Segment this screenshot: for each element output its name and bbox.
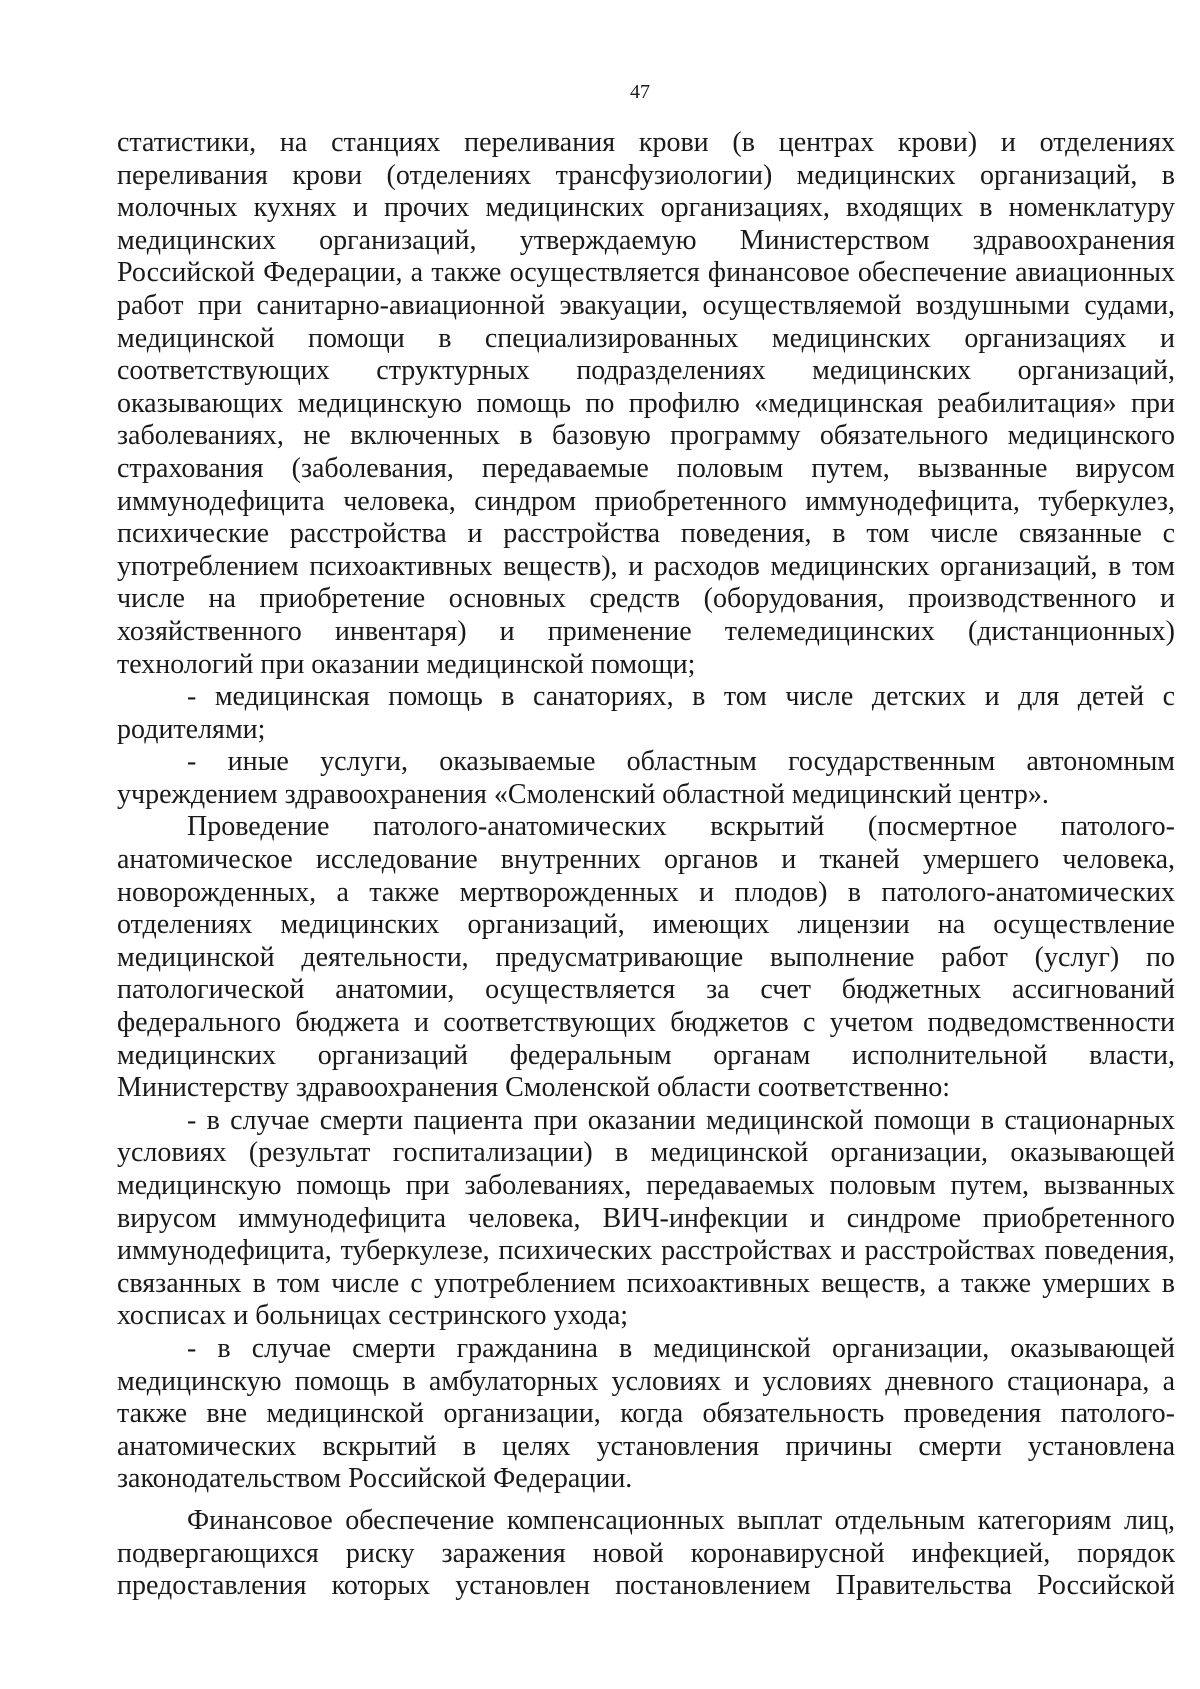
list-item-sanatoriums: - медицинская помощь в санаториях, в том числе детских и для детей с родителями; [117, 681, 1175, 745]
document-body [117, 127, 1175, 1603]
list-item-death-inpatient: - в случае смерти пациента при оказании медицинской помощи в стационарных условиях (результат госпитализации) в медицинской организации, оказывающей медицинскую помощь при заболеваниях, передаваемых половым путем, вызванных вирусом иммунодефицита человека, ВИЧ-инфекции и синдроме приобретенного иммунодефицита, туберкулезе, психических расстройствах и расстройствах поведения, связанных в том числе с употреблением психоактивных веществ, а также умерших в хосписах и больницах сестринского ухода; [117, 1104, 1175, 1332]
list-item-death-outpatient: - в случае смерти гражданина в медицинской организации, оказывающей медицинскую помощь в амбулаторных условиях и условиях дневного стационара, а также вне медицинской организации, когда обязательность проведения патолого-анатомических вскрытий в целях установления причины смерти установлена законодательством Российской Федерации. [117, 1332, 1175, 1495]
list-item-other-services: - иные услуги, оказываемые областным государственным автономным учреждением здравоохранения «Смоленский областной медицинский центр». [117, 746, 1175, 810]
page-number: 47 [630, 81, 650, 103]
paragraph-autopsies: Проведение патолого-анатомических вскрытий (посмертное патолого-анатомическое исследование внутренних органов и тканей умершего человека, новорожденных, а также мертворожденных и плодов) в патолого-анатомических отделениях медицинских организаций, имеющих лицензии на осуществление медицинской деятельности, предусматривающие выполнение работ (услуг) по патологической анатомии, осуществляется за счет бюджетных ассигнований федерального бюджета и соответствующих бюджетов с учетом подведомственности медицинских организаций федеральным органам исполнительной власти, Министерству здравоохранения Смоленской области соответственно: [117, 811, 1175, 1104]
paragraph-continuation: статистики, на станциях переливания крови (в центрах крови) и отделениях переливания крови (отделениях трансфузиологии) медицинских организаций, в молочных кухнях и прочих медицинских организациях, входящих в номенклатуру медицинских организаций, утверждаемую Министерством здравоохранения Российской Федерации, а также осуществляется финансовое обеспечение авиационных работ при санитарно-авиационной эвакуации, осуществляемой воздушными судами, медицинской помощи в специализированных медицинских организациях и соответствующих структурных подразделениях медицинских организаций, оказывающих медицинскую помощь по профилю «медицинская реабилитация» при заболеваниях, не включенных в базовую программу обязательного медицинского страхования (заболевания, передаваемые половым путем, вызванные вирусом иммунодефицита человека, синдром приобретенного иммунодефицита, туберкулез, психические расстройства и расстройства поведения, в том числе связанные с употреблением психоактивных веществ), и расходов медицинских организаций, в том числе на приобретение основных средств (оборудования, производственного и хозяйственного инвентаря) и применение телемедицинских (дистанционных) технологий при оказании медицинской помощи; [117, 127, 1175, 680]
paragraph-compensation: Финансовое обеспечение компенсационных выплат отдельным категориям лиц, подвергающихся риску заражения новой коронавирусной инфекцией, порядок предоставления которых установлен постановлением Правительства Российской [117, 1504, 1175, 1602]
